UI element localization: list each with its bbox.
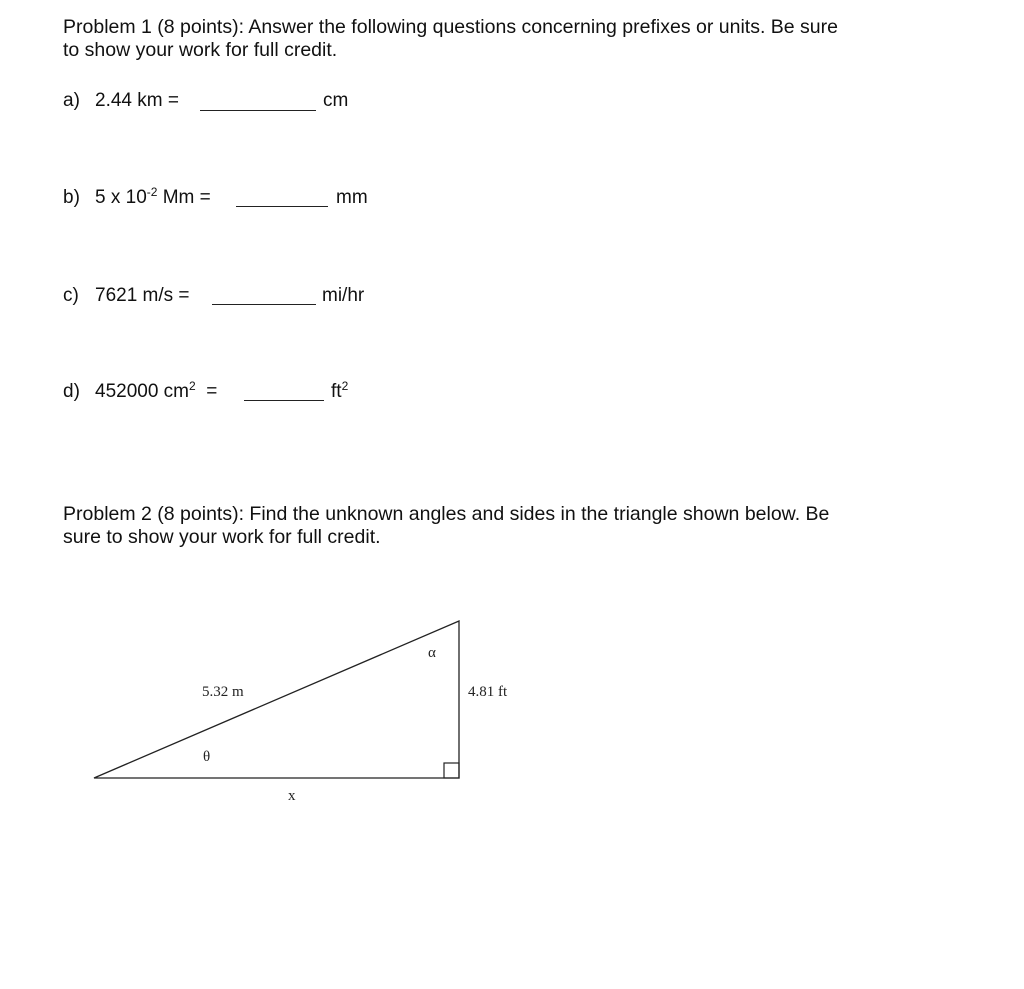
question-a-unit: cm (323, 90, 349, 111)
question-d-unit-base: ft (331, 381, 342, 402)
question-d-base: 452000 cm (95, 381, 190, 402)
question-b-base: 5 x 10 (95, 187, 147, 208)
problem-1-line-2: to show your work for full credit. (63, 39, 338, 61)
question-c-expression: 7621 m/s = (95, 285, 190, 306)
problem-2-line-2: sure to show your work for full credit. (63, 526, 381, 548)
question-c-letter: c) (63, 285, 79, 306)
question-b-expr-tail: Mm = (157, 187, 211, 208)
question-a-letter: a) (63, 90, 80, 111)
question-b-letter: b) (63, 187, 80, 208)
question-c-unit: mi/hr (322, 285, 365, 306)
hypotenuse-label: 5.32 m (202, 684, 244, 700)
question-a-expression: 2.44 km = (95, 90, 179, 111)
question-d-expr-tail: = (195, 381, 218, 402)
triangle-outline (94, 621, 459, 778)
vertical-side-label: 4.81 ft (468, 684, 508, 700)
question-d-letter: d) (63, 381, 80, 402)
question-d-unit-exponent: 2 (341, 379, 349, 393)
problem-2-line-1: Problem 2 (8 points): Find the unknown angles and sides in the triangle shown below. Be (63, 503, 830, 525)
angle-alpha-label: α (428, 645, 436, 661)
question-b-unit: mm (336, 187, 368, 208)
bottom-side-label: x (288, 788, 296, 804)
angle-theta-label: θ (203, 749, 211, 765)
question-b-exponent: -2 (146, 185, 158, 199)
problem-1-line-1: Problem 1 (8 points): Answer the following questions concerning prefixes or units. Be sure (63, 16, 838, 38)
question-d-exponent: 2 (189, 379, 196, 393)
right-angle-marker (444, 763, 459, 778)
